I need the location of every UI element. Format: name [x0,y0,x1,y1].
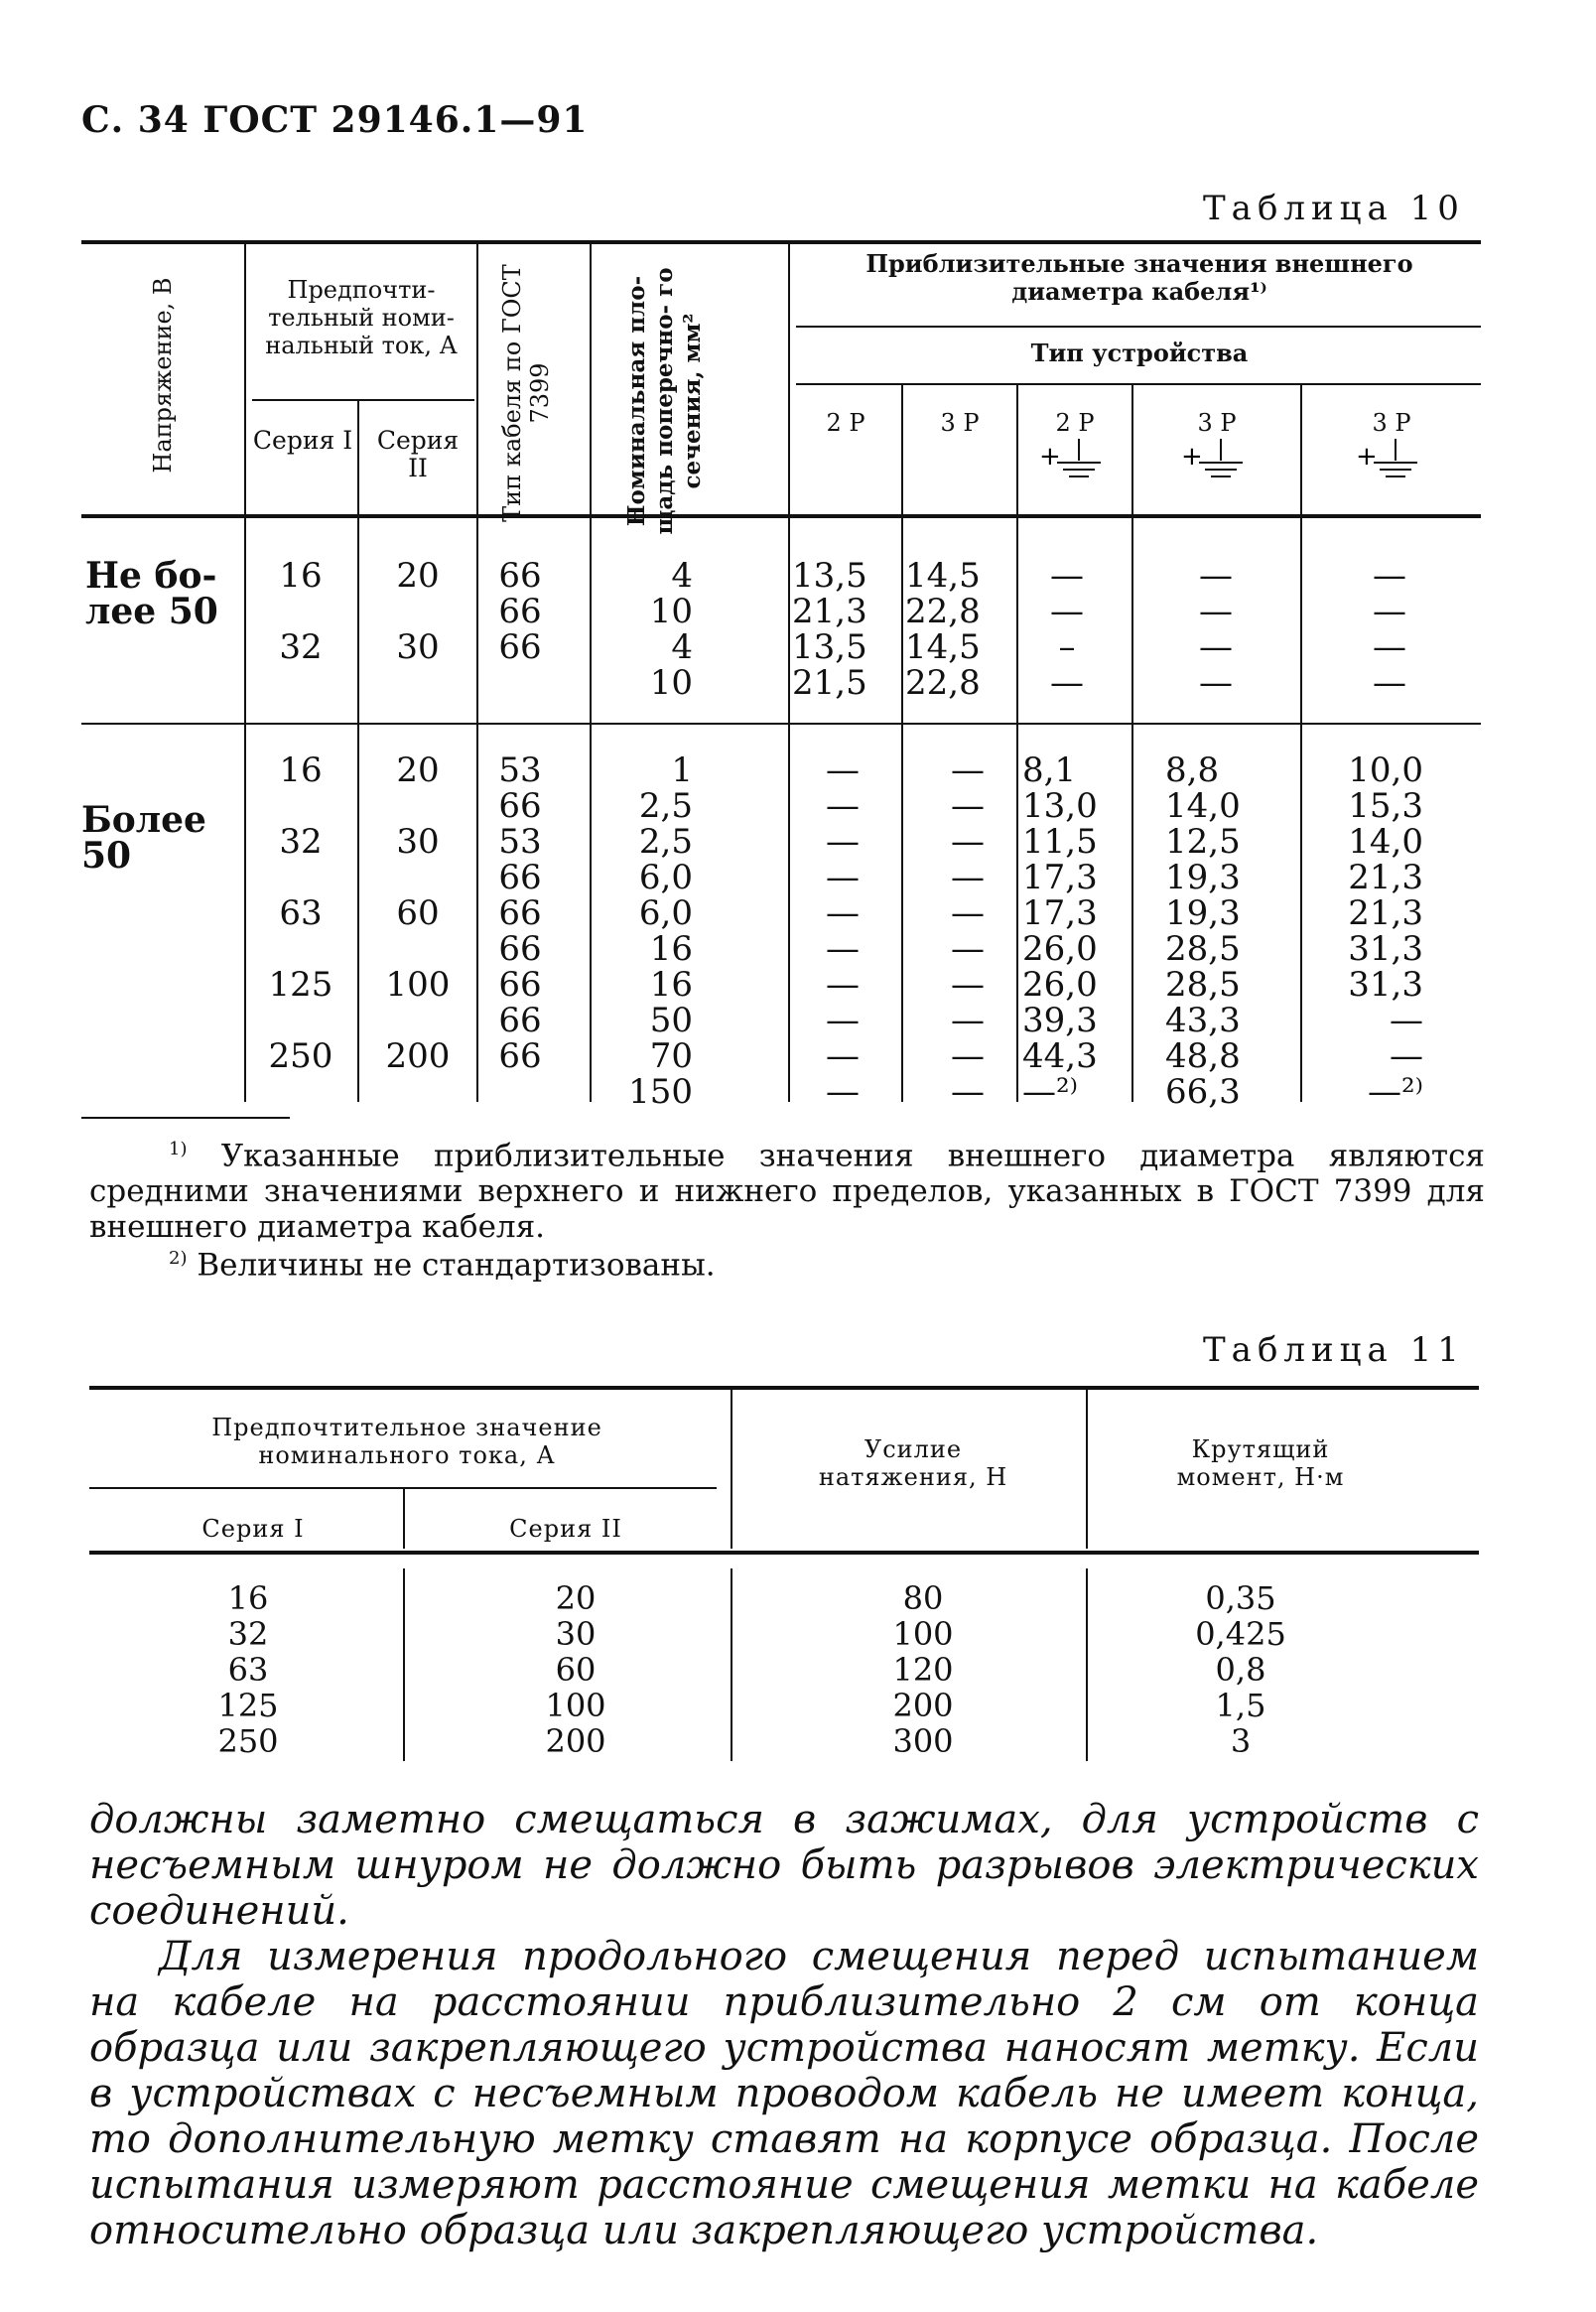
table-cell: 66 [498,627,542,667]
table-cell: 48,8 [1165,1036,1241,1076]
group2-d3p [923,752,1012,1110]
table-cell: 43,3 [1165,1001,1241,1040]
ground-icon [1035,437,1115,482]
table-cell: 13,0 [1022,786,1098,826]
svg-text:+: + [1356,442,1378,472]
table-cell: — [826,750,860,790]
table11-header-rule [89,1551,1479,1555]
table-cell: 66 [498,893,542,933]
table-cell: — [1199,556,1233,596]
table-cell: — [951,929,985,969]
table-cell: —²⁾ [1022,1072,1078,1112]
t11-header-series1: Серия I [201,1515,305,1543]
table-cell: 100 [385,965,451,1005]
table-cell: —²⁾ [1368,1072,1423,1112]
table-cell: — [951,822,985,862]
table-cell: 250 [268,1036,333,1076]
table-cell: — [826,858,860,897]
table-cell [248,931,353,967]
group2-d2p [798,752,887,1110]
table10-vline [1131,383,1133,1102]
table-cell: 100 [545,1687,606,1724]
table-cell: 53 [498,822,542,862]
table-cell: 200 [545,1722,606,1760]
table-cell: — [1050,663,1084,703]
table-cell: 66 [498,556,542,596]
table-cell: — [1199,663,1233,703]
table11-caption: Таблица 11 [1203,1330,1465,1370]
table-cell: 8,1 [1022,750,1077,790]
page-header: С. 34 ГОСТ 29146.1—91 [81,99,589,141]
table-cell: 6,0 [638,858,693,897]
table-cell: 3 [1230,1722,1252,1760]
table-cell [361,1074,474,1110]
table-cell: 50 [649,1001,693,1040]
group1-d3pg1 [1141,558,1290,701]
table-cell: 44,3 [1022,1036,1098,1076]
table-cell: — [1390,1036,1423,1076]
table-cell [361,931,474,967]
footnote-2: $^{2)}$ Величины не стандартизованы. [169,1247,716,1284]
header-device-3p-ground-b [1302,409,1481,482]
t11-header-series2: Серия II [509,1515,622,1543]
table-cell: — [826,1036,860,1076]
header-device-3p-ground-a [1133,409,1300,482]
table-cell: 14,5 [905,627,981,667]
table-cell [248,665,353,701]
table-cell: — [826,893,860,933]
table10-vline [1300,383,1302,1102]
table-cell: 200 [385,1036,451,1076]
table-cell: 16 [649,929,693,969]
table-cell: — [1373,556,1406,596]
table-cell: 1 [671,750,693,790]
table-cell: 14,0 [1165,786,1241,826]
table-cell: 66 [498,1036,542,1076]
table-cell: 39,3 [1022,1001,1098,1040]
table-cell [248,1074,353,1110]
header-series-2: Серия II [376,426,460,482]
table-cell: 30 [396,627,440,667]
body-text [89,1797,1479,2253]
table-cell: 66 [498,858,542,897]
table-cell: 12,5 [1165,822,1241,862]
table-cell: — [1390,1001,1423,1040]
t11-series2 [526,1580,625,1759]
table-cell: — [826,1001,860,1040]
table-cell: 10 [649,592,693,631]
table-cell [361,860,474,895]
table10-vline [244,244,246,1102]
table-cell: 30 [555,1615,597,1653]
table-cell: 19,3 [1165,893,1241,933]
table-cell: — [951,1072,985,1112]
group1-series1 [248,558,353,701]
table11-vline [731,1568,732,1761]
table-cell: — [951,1036,985,1076]
table-cell: 200 [892,1687,954,1724]
group2-d3pg2 [1338,752,1423,1110]
header-device-2p: 2 Р [826,409,865,437]
t11-header-torque: Крутящий момент, Н·м [1176,1435,1345,1491]
table-cell: 6,0 [638,893,693,933]
table-cell: 21,5 [792,663,867,703]
table-cell: 66 [498,1001,542,1040]
footnote-rule [81,1117,290,1119]
table-cell: — [826,929,860,969]
table-cell: 14,0 [1348,822,1423,862]
table-cell: 300 [892,1722,954,1760]
table10-rule [796,326,1481,328]
table-cell: 70 [649,1036,693,1076]
table-cell: 100 [892,1615,954,1653]
table-cell: — [1050,556,1084,596]
group1-d3p [905,558,981,701]
device-label: 3 Р [1372,409,1411,437]
table-cell: 28,5 [1165,929,1241,969]
header-preferred-current: Предпочти- тельный номи- нальный ток, А [265,276,458,359]
header-device-type: Тип устройства [1030,339,1249,367]
group1-series2 [361,558,474,701]
table-cell: 250 [217,1722,279,1760]
table-cell: 53 [498,750,542,790]
table-cell: 22,8 [905,663,981,703]
group2-series1 [248,752,353,1110]
table-cell [248,594,353,629]
table-cell: 66 [498,592,542,631]
table-cell: – [1058,627,1076,667]
table10-vline [788,244,790,1102]
table-cell: — [826,822,860,862]
header-device-2p-ground [1018,409,1131,482]
table-cell: — [951,858,985,897]
table-cell: 80 [902,1579,944,1617]
header-device-3p: 3 Р [940,409,980,437]
table-cell: 2,5 [638,822,693,862]
table-cell: 125 [217,1687,279,1724]
table-cell: 32 [227,1615,269,1653]
device-label: 2 Р [1055,409,1095,437]
table10-vline [901,383,903,1102]
table-cell: 19,3 [1165,858,1241,897]
table-cell: 20 [396,556,440,596]
group2-cable [480,752,560,1110]
table-cell: — [951,750,985,790]
group2-d3pg1 [1165,752,1255,1110]
group1-label: Не бо- лее 50 [85,555,218,632]
table11-vline [403,1568,405,1761]
table-cell [361,665,474,701]
table-cell: — [826,786,860,826]
footnote-2-mark: 2) [169,1248,188,1269]
table10-rule [796,383,1481,385]
table-cell: — [1199,592,1233,631]
table10-top-rule [81,240,1481,244]
header-series-1: Серия I [252,426,353,455]
footnote-1-mark: 1) [169,1139,188,1159]
table-cell: 120 [892,1651,954,1689]
table-cell: 125 [268,965,333,1005]
group1-d3pg2 [1340,558,1439,701]
group1-area [594,558,693,701]
table-cell: 8,8 [1165,750,1220,790]
table-cell: 17,3 [1022,893,1098,933]
table-cell [248,1003,353,1038]
table-cell: — [951,786,985,826]
table-cell: 16 [649,965,693,1005]
table-cell: 66,3 [1165,1072,1241,1112]
table-cell: 26,0 [1022,965,1098,1005]
table-cell: — [951,893,985,933]
table-cell: 17,3 [1022,858,1098,897]
table-cell: 63 [279,893,323,933]
table-cell: 0,425 [1195,1615,1286,1653]
table-cell: 26,0 [1022,929,1098,969]
svg-text:+: + [1181,442,1203,472]
table-cell: 16 [279,750,323,790]
table-cell: 1,5 [1215,1687,1266,1724]
table-cell: 15,3 [1348,786,1423,826]
table-cell: 13,5 [792,627,867,667]
table-cell: — [951,1001,985,1040]
table-cell: 14,5 [905,556,981,596]
table-cell [480,1074,560,1110]
group2-d2pg [1022,752,1108,1110]
footnote-1: $^{1)}$ Указанные приблизительные значения внешнего диаметра являются средними значениями верхнего и нижнего пределов, указанных в ГОСТ 7399 для внешнего диаметра кабеля. [89,1138,1485,1246]
table10-caption: Таблица 10 [1203,189,1465,228]
table-cell: 60 [396,893,440,933]
table-cell: 20 [555,1579,597,1617]
table-cell: 11,5 [1022,822,1098,862]
group2-area [594,752,693,1110]
table-cell: 66 [498,929,542,969]
group1-d2pg [1022,558,1112,701]
table-cell [361,594,474,629]
table-cell: 60 [555,1651,597,1689]
table11-top-rule [89,1386,1479,1390]
table-cell: 32 [279,822,323,862]
table10-vline [590,244,592,1102]
table-cell: 16 [227,1579,269,1617]
header-diameter-group: Приблизительные значения внешнего диаметра кабеля¹⁾ [865,249,1413,306]
table-cell: — [1199,627,1233,667]
header-voltage: Напряжение, В [149,277,177,474]
table-cell: 150 [628,1072,693,1112]
table-cell [248,788,353,824]
table-cell: 31,3 [1348,929,1423,969]
t11-torque [1181,1580,1300,1759]
svg-text:+: + [1039,442,1061,472]
header-cable-type: Тип кабеля по ГОСТ 7399 [498,264,554,522]
table-cell: 32 [279,627,323,667]
table-cell: — [1373,592,1406,631]
table-cell [480,665,560,701]
table-cell: — [1050,592,1084,631]
device-label: 3 Р [1197,409,1237,437]
group1-cable [480,558,560,701]
table-cell: 21,3 [792,592,867,631]
group2-series2 [361,752,474,1110]
table-cell: 66 [498,965,542,1005]
table-cell: 30 [396,822,440,862]
table-cell: — [951,965,985,1005]
table-cell: — [826,1072,860,1112]
table-cell: 16 [279,556,323,596]
group2-label: Более 50 [81,799,206,877]
table-cell [361,1003,474,1038]
table-cell: 4 [671,627,693,667]
t11-header-pull: Усилие натяжения, Н [818,1435,1008,1491]
table-cell [361,788,474,824]
table-cell: 66 [498,786,542,826]
table11-vline [1086,1390,1088,1549]
t11-series1 [199,1580,298,1759]
table-cell: 13,5 [792,556,867,596]
body-paragraph-1: должны заметно смещаться в зажимах, для устройств с несъемным шнуром не должно быть разрывов электрических соединений. [89,1797,1479,1934]
table11-vline [1086,1568,1088,1761]
t11-pull [873,1580,973,1759]
table-cell: 63 [227,1651,269,1689]
table-cell: 10 [649,663,693,703]
header-cross-section: Номинальная пло- щадь поперечно- го сечения, мм² [623,267,706,535]
table-cell [248,860,353,895]
table10-vline [1016,383,1018,1102]
table11-vline [403,1489,405,1549]
table-cell: — [1373,627,1406,667]
table-cell: 22,8 [905,592,981,631]
table-cell: 21,3 [1348,858,1423,897]
table-cell: 2,5 [638,786,693,826]
table-cell: 4 [671,556,693,596]
body-paragraph-2: Для измерения продольного смещения перед испытанием на кабеле на расстоянии приблизительно 2 см от конца образца или закрепляющего устройства наносят метку. Если в устройствах с несъемным проводом кабель не имеет конца, то дополнительную метку ставят на корпусе образца. После испытания измеряют расстояние смещения метки на кабеле относительно образца или закрепляющего устройства. [89,1934,1479,2253]
table10-vline [476,244,478,1102]
table-cell: 20 [396,750,440,790]
table-cell: 31,3 [1348,965,1423,1005]
table-cell: 10,0 [1348,750,1423,790]
group1-d2p [792,558,867,701]
table11-vline [731,1390,732,1549]
table-cell: 0,35 [1205,1579,1276,1617]
table-cell: — [826,965,860,1005]
table-cell: — [1373,663,1406,703]
table-cell: 28,5 [1165,965,1241,1005]
table-cell: 21,3 [1348,893,1423,933]
ground-icon [1177,437,1257,482]
table10-vline [357,399,359,1102]
t11-header-preferred: Предпочтительное значение номинального тока, А [211,1414,602,1469]
table10-header-rule [81,514,1481,518]
ground-icon [1352,437,1431,482]
table-cell: 0,8 [1215,1651,1266,1689]
table10-rule [252,399,474,401]
table10-group-rule [81,723,1481,725]
